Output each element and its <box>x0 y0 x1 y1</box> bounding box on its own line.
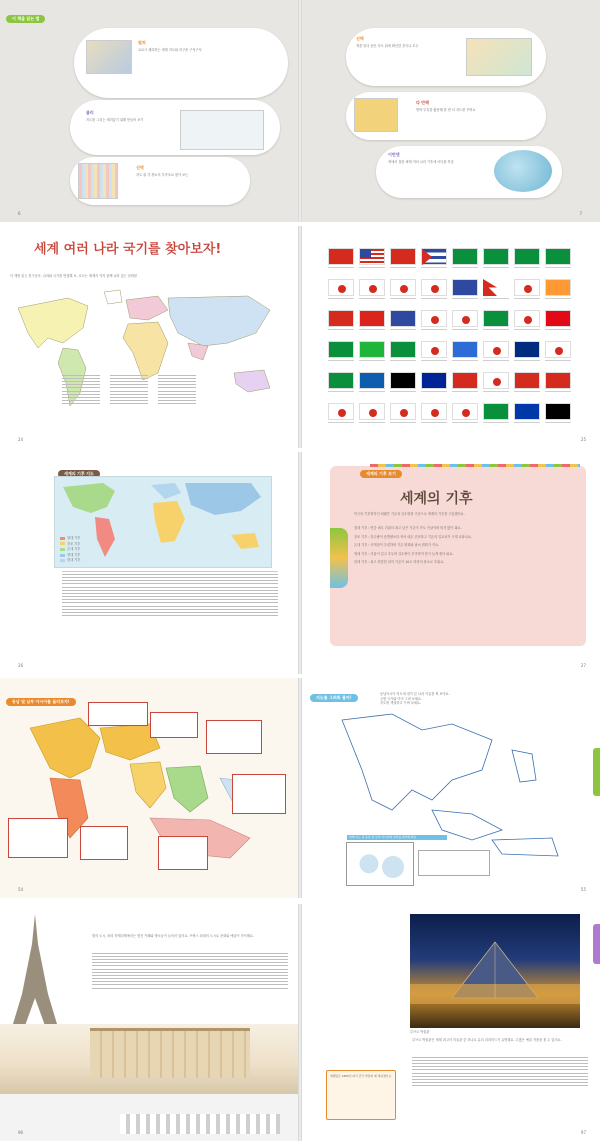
legend-label: 온대 기후 <box>67 547 81 552</box>
flag-caption-line <box>514 391 540 392</box>
legend-label: 냉대 기후 <box>67 552 81 557</box>
flag-caption-line <box>452 298 478 299</box>
legend-swatch <box>60 554 65 557</box>
flag <box>514 310 540 327</box>
flag-caption-line <box>390 298 416 299</box>
legend-label: 열대 기후 <box>67 536 81 540</box>
callout-box <box>88 702 148 726</box>
spread-paris <box>0 904 600 1141</box>
section-tag: 동남 및 남부 아시아를 둘러보자! <box>6 698 76 706</box>
section-tag: 지도를 그려봐 볼까! <box>310 694 358 702</box>
page-number: 6 <box>18 211 21 216</box>
flag <box>452 279 478 296</box>
page-right <box>302 678 600 898</box>
louvre-photo <box>410 914 580 1028</box>
guide-text: 교로크 챌라하는 세계 지도와 지구촌 구석구석 <box>138 48 202 52</box>
flag-caption-line <box>328 329 354 330</box>
flag <box>452 372 478 389</box>
flag-caption-line <box>390 267 416 268</box>
page-number: 97 <box>580 1130 586 1135</box>
legend-label: 건조 기후 <box>67 541 81 546</box>
guide-card-2 <box>70 100 280 155</box>
flag-caption-line <box>359 267 385 268</box>
flag-caption-line <box>483 360 509 361</box>
legend-swatch <box>60 548 65 551</box>
page-left <box>0 452 298 674</box>
bullet-item: 열대 기후 : 연중 매우 더워서 최고 낮은 기온이 가도 이상이며 비가 많이 와요. <box>354 526 462 530</box>
spread-asia-map <box>0 678 600 898</box>
guide-card-6 <box>376 146 562 198</box>
flag <box>328 248 354 265</box>
sticker-thumbnail <box>78 163 118 199</box>
flag <box>452 248 478 265</box>
mini-map-box <box>346 835 417 886</box>
page-left <box>0 904 298 1141</box>
flag <box>452 403 478 420</box>
guide-label: 이번엔 <box>388 152 400 157</box>
flag <box>421 279 447 296</box>
flag-caption-line <box>328 422 354 423</box>
globe-illustration <box>494 150 552 192</box>
guide-label: 선택 <box>356 36 364 41</box>
body-text: 루브르 박물관은 세계 최고의 미술관 중 하나로 유리 피라미드가 유명해요. 수많은 예술 작품을 볼 수 있어요. <box>412 1038 562 1042</box>
book-thumbnail <box>354 98 398 132</box>
legend-swatch <box>60 537 65 540</box>
flag-caption-line <box>328 360 354 361</box>
bullet-item: 냉대 기후 : 겨울이 길고 추우며 강수량이 부족하여 봄이 늦게 찾아 와요. <box>354 551 454 556</box>
guide-label: 다 만해 <box>416 100 429 105</box>
page-number: 27 <box>580 663 586 668</box>
instruction-item: 주변 국가와 이어 그려 보세요. <box>380 696 423 701</box>
guide-label: 펼쳐 <box>138 40 146 45</box>
flag <box>390 341 416 358</box>
flag <box>483 372 509 389</box>
climate-bullets <box>354 526 554 565</box>
flag-caption-line <box>545 329 571 330</box>
flag-caption-line <box>421 391 447 392</box>
flag-caption-line <box>390 329 416 330</box>
flag-caption-line <box>514 329 540 330</box>
flag <box>359 248 385 265</box>
guide-card-5 <box>346 92 546 140</box>
flag-caption-line <box>483 422 509 423</box>
flag-caption-line <box>359 298 385 299</box>
legend-box <box>418 850 490 876</box>
flag <box>390 403 416 420</box>
flag-caption-line <box>421 422 447 423</box>
page-number: 25 <box>580 437 586 442</box>
page-title: 세계 여러 나라 국기를 찾아보자! <box>34 242 222 257</box>
section-tag: 세계의 기후 지도 <box>58 470 100 478</box>
bullet-item: 온대 기후 : 사계절이 뚜렷하며 기온 변화와 날씨 변화가 커요. <box>354 543 440 548</box>
flag <box>545 403 571 420</box>
page-number: 55 <box>580 887 586 892</box>
flag <box>328 372 354 389</box>
flag <box>514 372 540 389</box>
flag <box>328 403 354 420</box>
flag-caption-line <box>452 391 478 392</box>
mini-map-caption: 세계 지도 위 동남 및 남부 아시아의 위치를 찾아봐 봐요 <box>347 835 447 840</box>
flag <box>514 279 540 296</box>
callout-box <box>158 836 208 870</box>
flag <box>514 248 540 265</box>
flag <box>421 372 447 389</box>
page-right <box>302 226 600 448</box>
page-right <box>302 452 600 674</box>
flag-caption-line <box>359 329 385 330</box>
page-left <box>0 0 298 222</box>
guide-card-3 <box>70 157 250 205</box>
flag-caption-line <box>483 391 509 392</box>
flag <box>390 310 416 327</box>
flag <box>483 248 509 265</box>
spread-climate <box>0 452 600 674</box>
guide-card-1 <box>74 28 288 98</box>
flag-caption-line <box>514 267 540 268</box>
flag <box>359 310 385 327</box>
page-number: 26 <box>18 663 24 668</box>
guide-label: 선택 <box>136 165 144 170</box>
flag-caption-line <box>390 360 416 361</box>
flag-caption-line <box>359 360 385 361</box>
flag <box>421 403 447 420</box>
page-number: 96 <box>18 1130 24 1135</box>
flag-caption-line <box>421 267 447 268</box>
flag <box>483 279 497 296</box>
flag <box>545 341 571 358</box>
section-tag: 이 책을 읽는 법 <box>6 15 45 23</box>
callout-box <box>150 712 198 738</box>
guide-text: 지도 위 각 장소의 부족조로 찾아 보는 <box>136 173 189 177</box>
instructions <box>380 692 580 706</box>
guide-text: 책에서 접한 세계 여러 나라 기후에 어디를 직접 <box>388 160 454 164</box>
bullet-item: 한대 기후 : 최고 따뜻한 달의 기온이 10도 미만의 장소로 추워요. <box>354 560 445 565</box>
title-underline <box>0 260 298 270</box>
country-list <box>62 372 232 406</box>
instruction-item: 지도를 색칠하고 꾸며 보세요. <box>380 701 422 706</box>
flag-caption-line <box>483 329 509 330</box>
book-thumbnail <box>466 38 532 76</box>
flag-caption-line <box>514 298 540 299</box>
flag <box>545 248 571 265</box>
book-thumbnail <box>86 40 132 74</box>
chapter-tab <box>593 924 600 964</box>
flag-caption-line <box>359 391 385 392</box>
flag <box>328 341 354 358</box>
flag <box>359 279 385 296</box>
climate-legend <box>60 536 106 563</box>
legend-swatch <box>60 559 65 562</box>
panel-intro: 북극의 기후학자인 쾨펜은 기온과 강수량을 기준으로 세계의 기후를 구분했어요. <box>354 512 465 516</box>
flag-caption-line <box>452 267 478 268</box>
callout-box <box>206 720 262 754</box>
flag <box>359 341 385 358</box>
note-box <box>326 1070 396 1120</box>
flag <box>514 403 540 420</box>
flag-caption-line <box>328 391 354 392</box>
flag <box>545 372 571 389</box>
climate-panel <box>330 466 586 646</box>
guide-text: 책을 읽다 동안 지도 위에 확인한 흔이나 모두 <box>356 44 419 48</box>
page-left <box>0 226 298 448</box>
flag-caption-line <box>514 360 540 361</box>
crosswalk <box>120 1114 280 1134</box>
callout-box <box>80 826 128 860</box>
flag-caption-line <box>359 422 385 423</box>
flag-caption-line <box>390 422 416 423</box>
flag <box>328 310 354 327</box>
flag <box>514 341 540 358</box>
panel-tag: 세계의 기후 보기 <box>360 470 402 478</box>
body-text-block <box>92 950 288 991</box>
guide-text: 방학 부록을 활용해 한 번 더 지도를 꾸며요 <box>416 108 476 112</box>
flag <box>328 279 354 296</box>
page-number: 24 <box>18 437 24 442</box>
flag <box>545 310 571 327</box>
flag-caption-line <box>545 422 571 423</box>
flag <box>483 341 509 358</box>
flag-caption-line <box>545 360 571 361</box>
flag <box>421 341 447 358</box>
guide-label: 클러 <box>86 110 94 115</box>
spread-flags <box>0 226 600 448</box>
page-number: 7 <box>579 211 582 216</box>
page-left <box>0 678 298 898</box>
flag-caption-line <box>452 329 478 330</box>
legend-swatch <box>60 542 65 545</box>
bullet-item: 건조 기후 : 강우량이 증발량보다 적어 매우 건조하고 기온의 일교차가 크게 나타나요. <box>354 534 472 539</box>
eiffel-tower-illustration <box>0 914 70 1034</box>
mini-world-map <box>351 851 411 883</box>
flag <box>483 310 509 327</box>
flag-caption-line <box>421 298 447 299</box>
flag <box>390 248 416 265</box>
flag-caption-line <box>328 267 354 268</box>
flag-caption-line <box>545 298 571 299</box>
flag <box>483 403 509 420</box>
panel-title: 세계의 기후 <box>400 491 473 507</box>
instruction-item: 동남아시아 지도에 내가 본 나라 이름을 써 보아요. <box>380 692 450 696</box>
flag <box>421 310 447 327</box>
legend-label: 한대 기후 <box>67 558 81 563</box>
flag-caption-line <box>390 391 416 392</box>
spread-how-to-read <box>0 0 600 222</box>
flag <box>545 279 571 296</box>
body-text-block <box>62 568 278 618</box>
chapter-tab <box>593 748 600 796</box>
flag-caption-line <box>328 298 354 299</box>
callout-box <box>8 818 68 858</box>
flag-caption-line <box>545 267 571 268</box>
map-thumbnail <box>180 110 264 150</box>
body-text-block <box>412 1054 588 1088</box>
flag-caption-line <box>452 422 478 423</box>
climate-illustration-icon <box>330 528 348 588</box>
flag-caption-line <box>483 298 509 299</box>
flag <box>452 341 478 358</box>
callout-box <box>232 774 286 814</box>
page-right <box>302 0 600 222</box>
guide-text: 지도를 그리는 재미있기 위해 만들어 보기 <box>86 118 144 122</box>
body-text: 빛의 도시, 파리 샹제리제에서는 멋진 카페와 명소들이 늘어서 있어요. 프랑스 최대의 도시로 문화와 예술이 가득해요. <box>92 934 254 938</box>
flag <box>359 403 385 420</box>
flag-caption-line <box>483 267 509 268</box>
flag <box>421 248 447 265</box>
flag <box>390 372 416 389</box>
intro-text: 이 책을 읽는 친구들아, 나라와 국기를 연결해 보. 흐르는 세계지 각지 함께 나라 있는 문화를 <box>10 274 138 278</box>
flag-grid <box>328 248 578 438</box>
flag-caption-line <box>514 422 540 423</box>
flag-caption-line <box>452 360 478 361</box>
photo-caption: 루브르 박물관 <box>410 1030 430 1034</box>
page-number: 54 <box>18 887 24 892</box>
flag <box>390 279 416 296</box>
page-right <box>302 904 600 1141</box>
flag <box>359 372 385 389</box>
flag-caption-line <box>545 391 571 392</box>
note-text: 에펠탑은 1889년 파리 만국 박람회 때 세워졌어요. <box>330 1074 392 1078</box>
flag-caption-line <box>421 329 447 330</box>
building-illustration <box>90 1028 250 1078</box>
guide-card-4 <box>346 28 546 86</box>
flag-caption-line <box>421 360 447 361</box>
flag <box>452 310 478 327</box>
